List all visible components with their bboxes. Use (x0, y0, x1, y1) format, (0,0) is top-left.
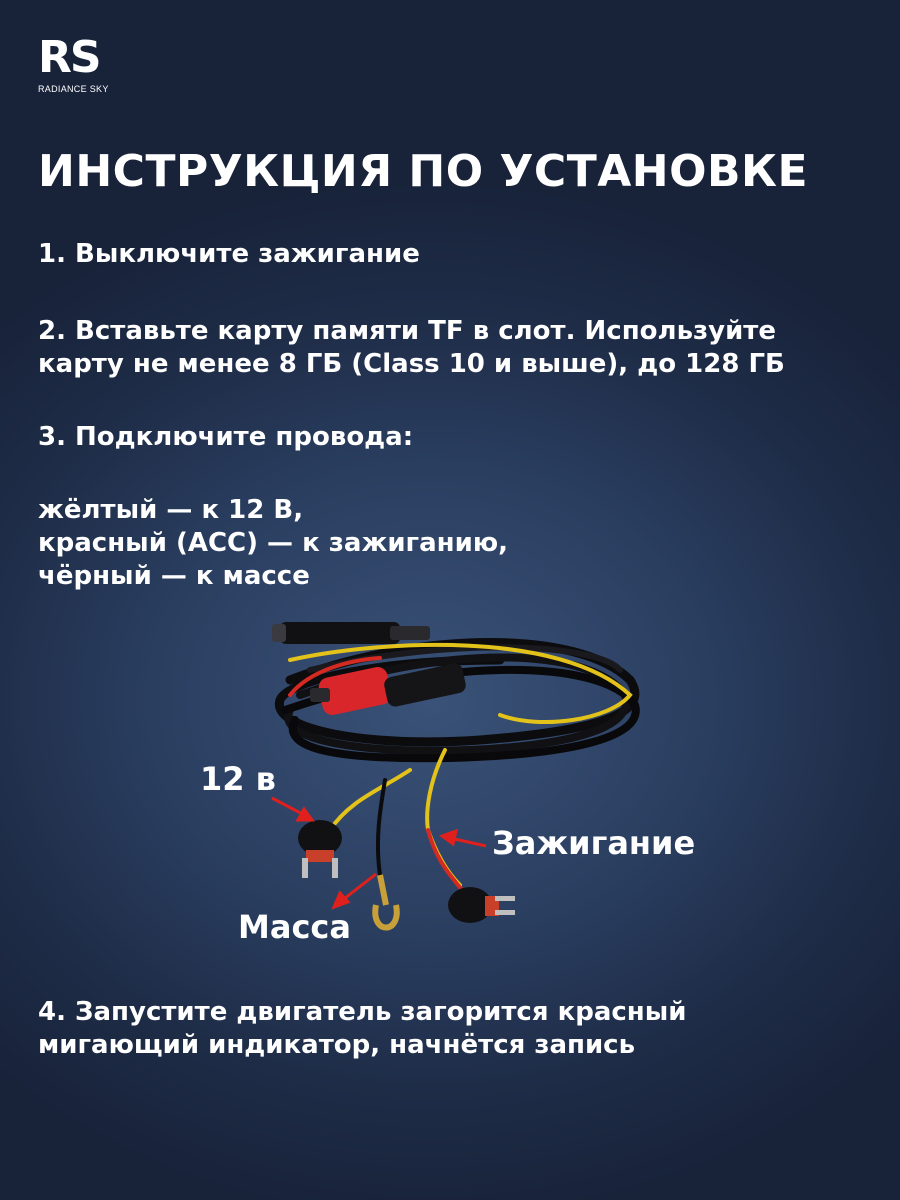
wire-yellow-text: жёлтый — к 12 В, (38, 495, 304, 525)
step-1: 1. Выключите зажигание (38, 239, 420, 269)
page-title: ИНСТРУКЦИЯ ПО УСТАНОВКЕ (38, 146, 809, 197)
ring-terminal-icon (375, 875, 397, 928)
step-2-line-2: карту не менее 8 ГБ (Class 10 и выше), до 128 ГБ (38, 349, 785, 379)
red-arrow-icon (334, 874, 376, 907)
wire-list (38, 494, 508, 593)
wire-red-text: красный (ACC) — к зажиганию, (38, 528, 509, 558)
step-2-line-1: 2. Вставьте карту памяти TF в слот. Используйте (38, 316, 777, 346)
step-2 (38, 315, 785, 381)
label-12v: 12 в (200, 760, 276, 798)
step-4-line-1: 4. Запустите двигатель загорится красный (38, 997, 687, 1027)
brand-logo (38, 32, 109, 94)
wire-black-text: чёрный — к массе (38, 561, 310, 591)
red-arrow-icon (272, 798, 312, 820)
brand-name: RADIANCE SKY (38, 84, 109, 94)
connector-black (272, 622, 430, 644)
label-ground: Масса (238, 908, 351, 946)
hanging-wires (330, 750, 462, 890)
rs-logo-icon: RS (38, 32, 100, 83)
fuse-tap-icon (448, 887, 515, 923)
step-4-line-2: мигающий индикатор, начнётся запись (38, 1030, 636, 1060)
fuse-tap-icon (298, 820, 342, 878)
red-arrow-icon (442, 831, 486, 846)
step-3: 3. Подключите провода: (38, 422, 414, 452)
label-ignition: Зажигание (492, 824, 696, 862)
step-4 (38, 996, 687, 1062)
